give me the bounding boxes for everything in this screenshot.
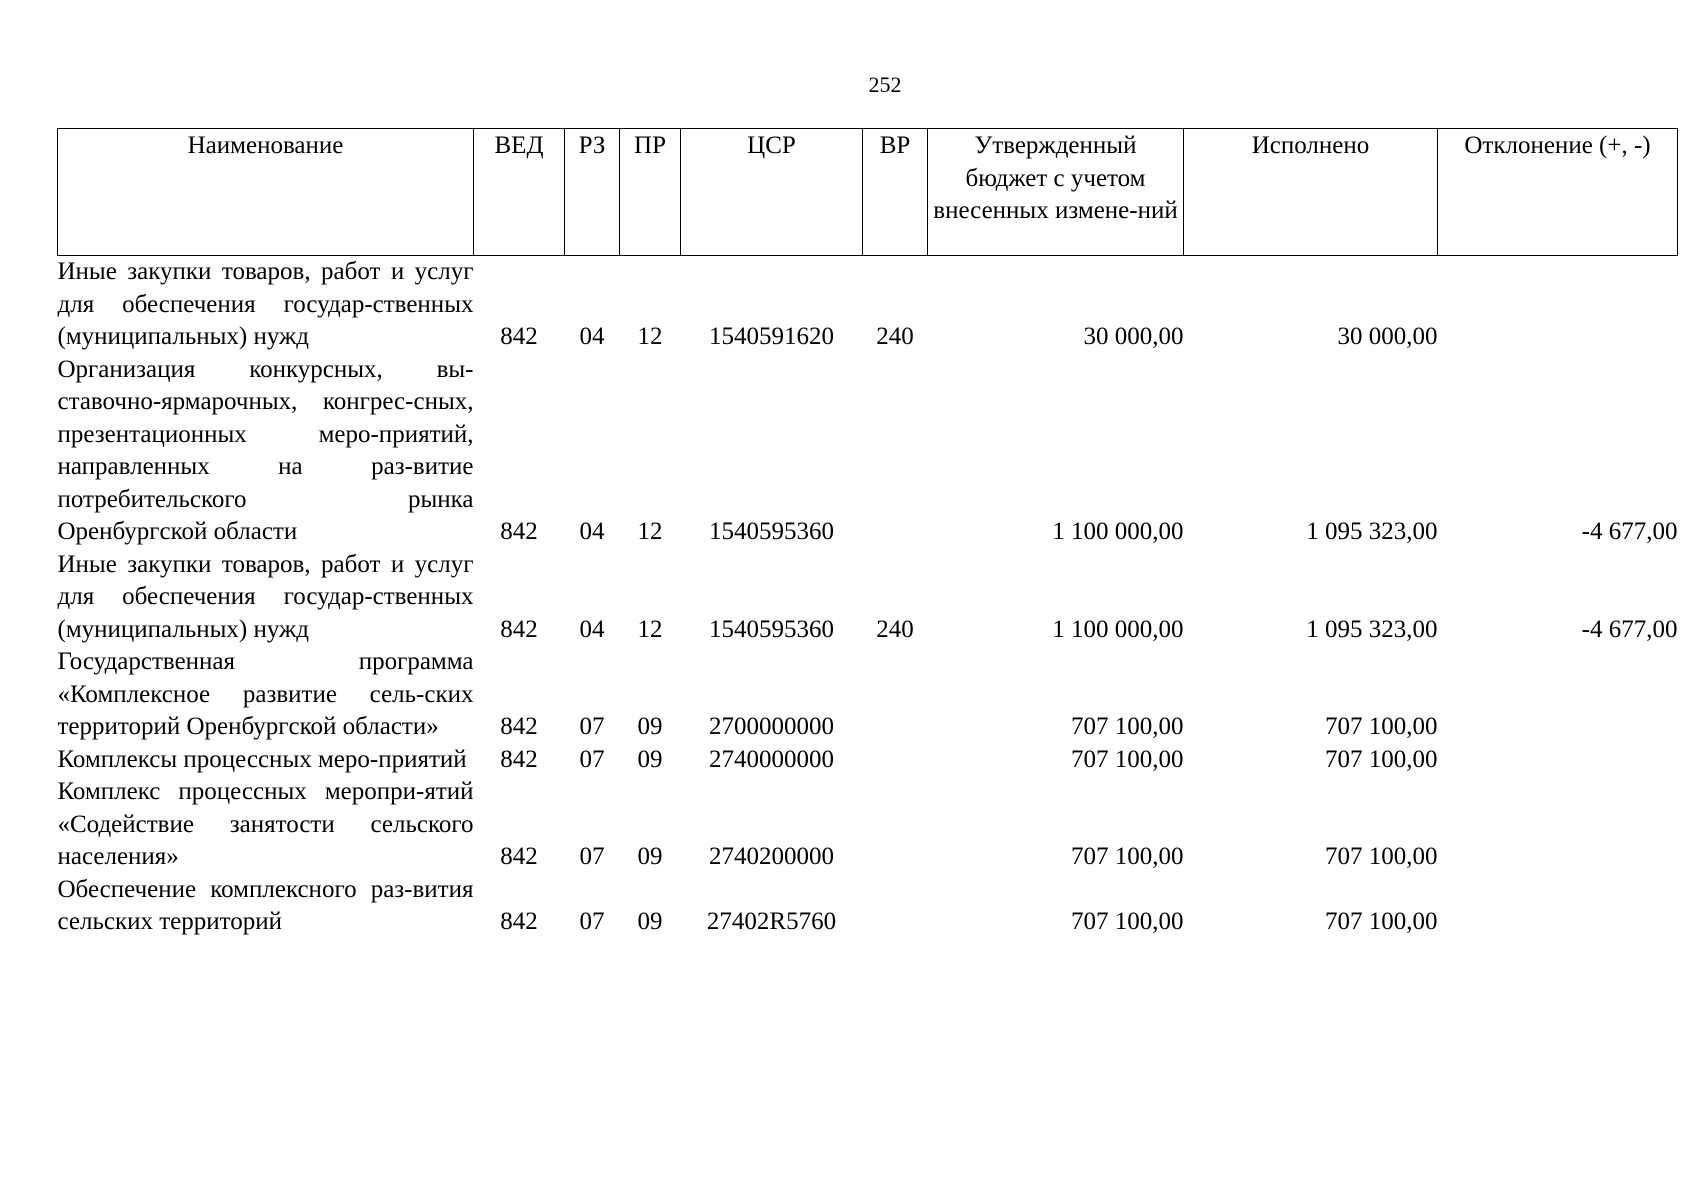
row-ved: 842 [500, 518, 538, 545]
table-row [58, 549, 1678, 647]
row-deviation [1438, 744, 1678, 777]
row-rz: 07 [579, 713, 605, 740]
header-rz: РЗ [565, 129, 620, 256]
row-csr: 1540595360 [709, 615, 834, 643]
row-ved: 842 [500, 713, 538, 740]
row-vr [863, 874, 928, 939]
row-pr: 09 [637, 745, 663, 773]
row-name: Обеспечение комплексного раз-вития сельских территорий [57, 875, 474, 935]
row-name: Государственная программа «Комплексное развитие сель-ских территорий Оренбургской области» [57, 648, 474, 740]
row-rz: 04 [579, 615, 605, 643]
row-rz: 07 [579, 843, 605, 870]
page-number: 252 [868, 72, 902, 97]
row-pr: 12 [637, 323, 663, 350]
row-vr: 240 [876, 615, 914, 643]
row-executed: 707 100,00 [1325, 843, 1438, 870]
row-name: Иные закупки товаров, работ и услуг для обеспечения государ-ственных (муниципальных) нужд [57, 550, 474, 643]
row-rz: 07 [579, 745, 605, 773]
header-executed: Исполнено [1184, 129, 1438, 256]
row-ved: 842 [500, 615, 538, 643]
row-executed: 707 100,00 [1325, 745, 1438, 773]
row-executed: 30 000,00 [1337, 323, 1438, 350]
header-pr: ПР [620, 129, 681, 256]
row-executed: 1 095 323,00 [1306, 518, 1438, 545]
row-csr: 2740000000 [709, 745, 834, 773]
row-deviation [1438, 646, 1678, 744]
row-approved: 30 000,00 [1083, 323, 1184, 350]
row-csr: 1540595360 [709, 518, 834, 545]
row-executed: 1 095 323,00 [1306, 615, 1438, 643]
table-row [58, 354, 1678, 549]
table-row [58, 744, 1678, 777]
row-pr: 12 [637, 518, 663, 545]
row-csr: 1540591620 [709, 323, 834, 350]
row-vr [863, 646, 928, 744]
row-csr: 27402R5760 [706, 908, 837, 935]
header-approved: Утвержденный бюджет с учетом внесенных измене-ний [928, 129, 1184, 256]
row-ved: 842 [500, 908, 538, 935]
row-ved: 842 [500, 745, 538, 773]
row-csr: 2700000000 [709, 713, 834, 740]
header-deviation: Отклонение (+, -) [1438, 129, 1678, 256]
row-vr [863, 776, 928, 874]
row-deviation [1438, 256, 1678, 354]
row-deviation: -4 677,00 [1581, 518, 1678, 545]
row-deviation: -4 677,00 [1581, 615, 1678, 643]
row-deviation [1438, 874, 1678, 939]
row-executed: 707 100,00 [1325, 908, 1438, 935]
row-vr [863, 354, 928, 549]
row-rz: 04 [579, 518, 605, 545]
row-approved: 1 100 000,00 [1052, 615, 1184, 643]
row-rz: 04 [579, 323, 605, 350]
row-approved: 707 100,00 [1071, 745, 1184, 773]
row-ved: 842 [500, 843, 538, 870]
header-vr: ВР [863, 129, 928, 256]
row-csr: 2740200000 [709, 843, 834, 870]
row-pr: 12 [637, 615, 663, 643]
row-executed: 707 100,00 [1325, 713, 1438, 740]
table-row [58, 646, 1678, 744]
row-vr [863, 744, 928, 777]
header-name: Наименование [58, 129, 474, 256]
row-rz: 07 [579, 908, 605, 935]
table-header-row [58, 129, 1678, 256]
table-row [58, 776, 1678, 874]
row-name: Иные закупки товаров, работ и услуг для обеспечения государ-ственных (муниципальных) нужд [57, 258, 474, 350]
row-approved: 707 100,00 [1071, 908, 1184, 935]
row-approved: 1 100 000,00 [1052, 518, 1184, 545]
row-name: Комплекс процессных меропри-ятий «Содействие занятости сельского населения» [57, 778, 474, 870]
table-row [58, 256, 1678, 354]
row-pr: 09 [637, 843, 663, 870]
budget-execution-table [57, 128, 1678, 939]
row-approved: 707 100,00 [1071, 713, 1184, 740]
row-name: Организация конкурсных, вы-ставочно-ярмарочных, конгрес-сных, презентационных меро-приятий, направленных на раз-витие потребительского рынка Оренбургской области [57, 355, 474, 545]
table-row [58, 874, 1678, 939]
row-pr: 09 [637, 713, 663, 740]
row-vr: 240 [876, 323, 914, 350]
header-ved: ВЕД [474, 129, 565, 256]
row-ved: 842 [500, 323, 538, 350]
header-csr: ЦСР [681, 129, 863, 256]
row-name: Комплексы процессных меро-приятий [57, 745, 467, 773]
row-deviation [1438, 776, 1678, 874]
row-pr: 09 [637, 908, 663, 935]
row-approved: 707 100,00 [1071, 843, 1184, 870]
